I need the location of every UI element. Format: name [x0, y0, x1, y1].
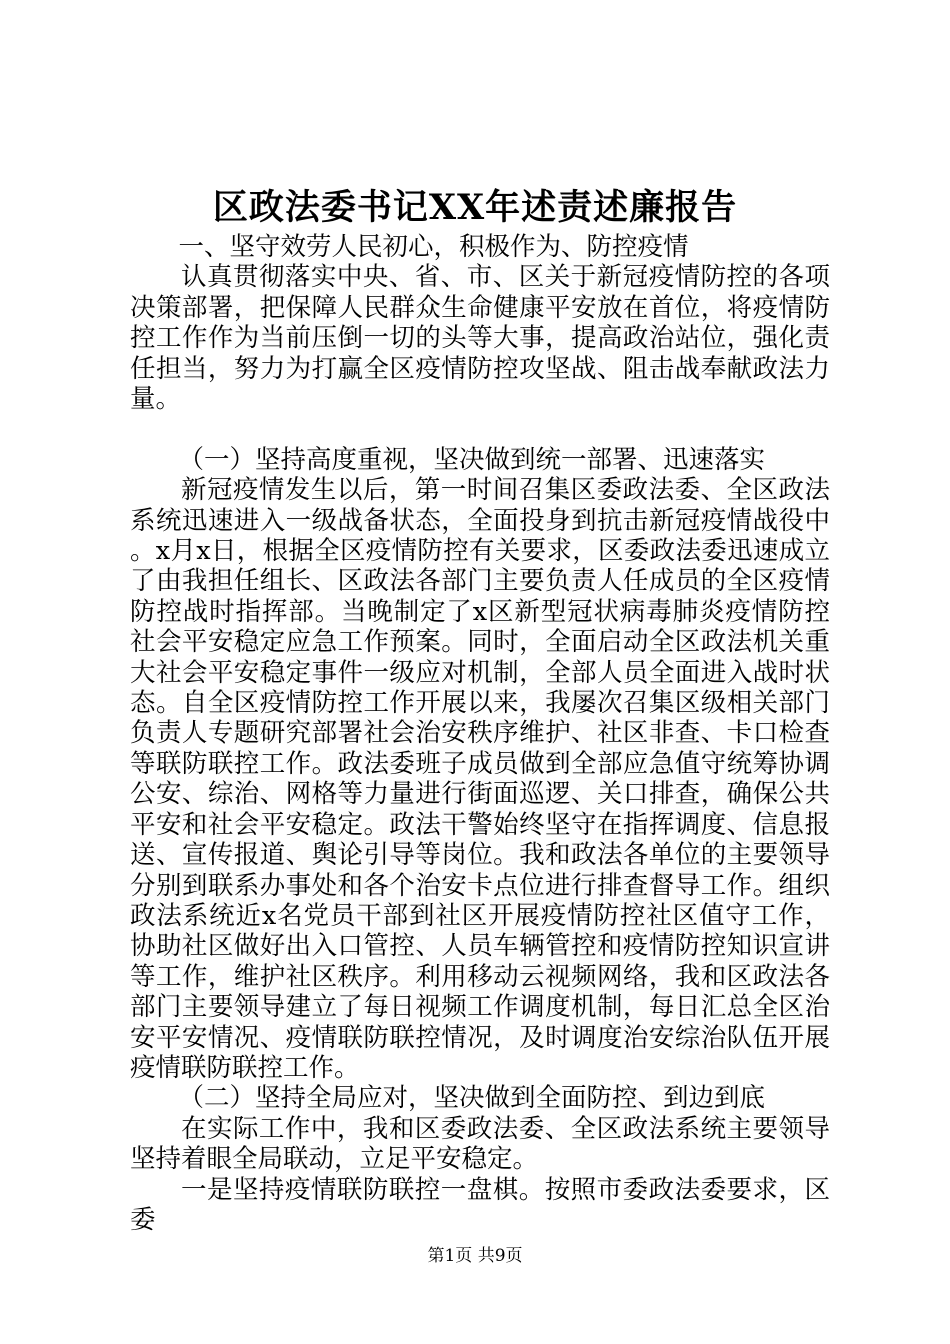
subsection-heading-2: （二）坚持全局应对，坚决做到全面防控、到边到底: [178, 1083, 765, 1114]
page-number: 第1页 共9页: [427, 1246, 523, 1266]
document-title: 区政法委书记XX年述责述廉报告: [212, 187, 738, 228]
paragraph-spacer: [130, 414, 830, 444]
subsection-heading-1: （一）坚持高度重视，坚决做到统一部署、迅速落实: [178, 444, 765, 475]
paragraph-deployment: 新冠疫情发生以后，第一时间召集区委政法委、全区政法系统迅速进入一级战备状态，全面投身到抗击新冠疫情战役中。x月x日，根据全区疫情防控有关要求，区委政法委迅速成立了由我担任组长、区政法各部门主要负责人任成员的全区疫情防控战时指挥部。当晚制定了x区新型冠状病毒肺炎疫情防控社会平安稳定应急工作预案。同时，全面启动全区政法机关重大社会平安稳定事件一级应对机制，全部人员全面进入战时状态。自全区疫情防控工作开展以来，我屡次召集区级相关部门负责人专题研究部署社会治安秩序维护、社区非查、卡口检查等联防联控工作。政法委班子成员做到全部应急值守统筹协调公安、综治、网格等力量进行街面巡逻、关口排查，确保公共平安和社会平安稳定。政法干警始终坚守在指挥调度、信息报送、宣传报道、舆论引导等岗位。我和政法各单位的主要领导分别到联系办事处和各个治安卡点位进行排查督导工作。组织政法系统近x名党员干部到社区开展疫情防控社区值守工作，协助社区做好出入口管控、人员车辆管控和疫情防控知识宣讲等工作，维护社区秩序。利用移动云视频网络，我和区政法各部门主要领导建立了每日视频工作调度机制，每日汇总全区治安平安情况、疫情联防联控情况，及时调度治安综治队伍开展疫情联防联控工作。: [130, 475, 830, 1083]
section-heading-1: 一、坚守效劳人民初心，积极作为、防控疫情: [178, 232, 689, 262]
paragraph-intro: 认真贯彻落实中央、省、市、区关于新冠疫情防控的各项决策部署，把保障人民群众生命健康平安放在首位，将疫情防控工作作为当前压倒一切的头等大事，提高政治站位，强化责任担当，努力为打赢全区疫情防控攻坚战、阻击战奉献政法力量。: [130, 262, 830, 415]
document-body: [130, 232, 830, 1235]
paragraph-point-one: 一是坚持疫情联防联控一盘棋。按照市委政法委要求，区委: [130, 1174, 830, 1235]
paragraph-overall: 在实际工作中，我和区委政法委、全区政法系统主要领导坚持着眼全局联动，立足平安稳定。: [130, 1113, 830, 1175]
